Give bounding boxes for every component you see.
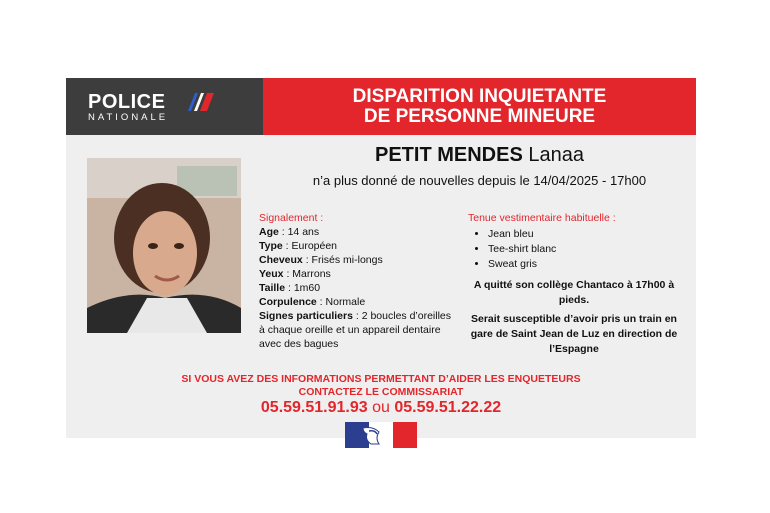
phone-separator: ou xyxy=(367,399,395,416)
missing-person-poster xyxy=(66,78,696,438)
clothing-item: • Tee-shirt blanc xyxy=(488,242,688,257)
person-name xyxy=(263,144,696,167)
circumstances-section xyxy=(459,278,689,361)
phone-number-1[interactable]: 05.59.51.91.93 xyxy=(260,399,368,416)
last-contact-text: n’a plus donné de nouvelles depuis le 14/04/2025 - 17h00 xyxy=(312,173,647,188)
contact-appeal xyxy=(66,373,696,399)
field-eyes: Yeux : Marrons xyxy=(259,268,331,280)
contact-appeal-line2: CONTACTEZ LE COMMISSARIAT xyxy=(298,386,464,398)
alert-title-line1: DISPARITION INQUIETANTE xyxy=(352,86,607,107)
clothing-item: • Jean bleu xyxy=(488,227,688,242)
phone-number-2[interactable]: 05.59.51.22.22 xyxy=(394,399,502,416)
signalement-section xyxy=(259,211,459,351)
field-age: Age : 14 ans xyxy=(259,226,320,238)
alert-title-banner xyxy=(263,78,696,135)
logo-nationale-text: NATIONALE xyxy=(88,112,169,123)
alert-title-line2: DE PERSONNE MINEURE xyxy=(363,106,596,127)
field-build: Corpulence : Normale xyxy=(259,296,366,308)
logo-police-text: POLICE xyxy=(88,91,166,113)
field-type: Type : Européen xyxy=(259,240,338,252)
contact-appeal-line1: SI VOUS AVEZ DES INFORMATIONS PERMETTANT D’AIDER LES ENQUETEURS xyxy=(181,373,581,385)
clothing-item: • Sweat gris xyxy=(488,257,688,272)
marianne-emblem-icon xyxy=(345,422,417,448)
police-logo-block xyxy=(66,78,263,135)
field-height: Taille : 1m60 xyxy=(259,282,321,294)
person-first-name: Lanaa xyxy=(528,144,584,166)
field-distinguishing-marks: Signes particuliers : 2 boucles d’oreilles à chaque oreille et un appareil dentaire avec des bagues xyxy=(259,310,452,350)
clothing-section xyxy=(468,211,688,272)
phone-numbers xyxy=(66,399,696,417)
clothing-heading: Tenue vestimentaire habituelle : xyxy=(468,212,616,224)
field-hair: Cheveux : Frisés mi-longs xyxy=(259,254,383,266)
person-last-name: PETIT MENDES xyxy=(375,144,523,166)
person-photo xyxy=(87,158,241,333)
police-nationale-flag-icon xyxy=(186,91,216,113)
circumstance-train: Serait susceptible d’avoir pris un train en gare de Saint Jean de Luz en direction de l’Espagne xyxy=(470,313,678,355)
clothing-list xyxy=(468,227,688,272)
circumstance-departure: A quitté son collège Chantaco à 17h00 à pieds. xyxy=(473,279,675,306)
signalement-heading: Signalement : xyxy=(259,212,324,224)
